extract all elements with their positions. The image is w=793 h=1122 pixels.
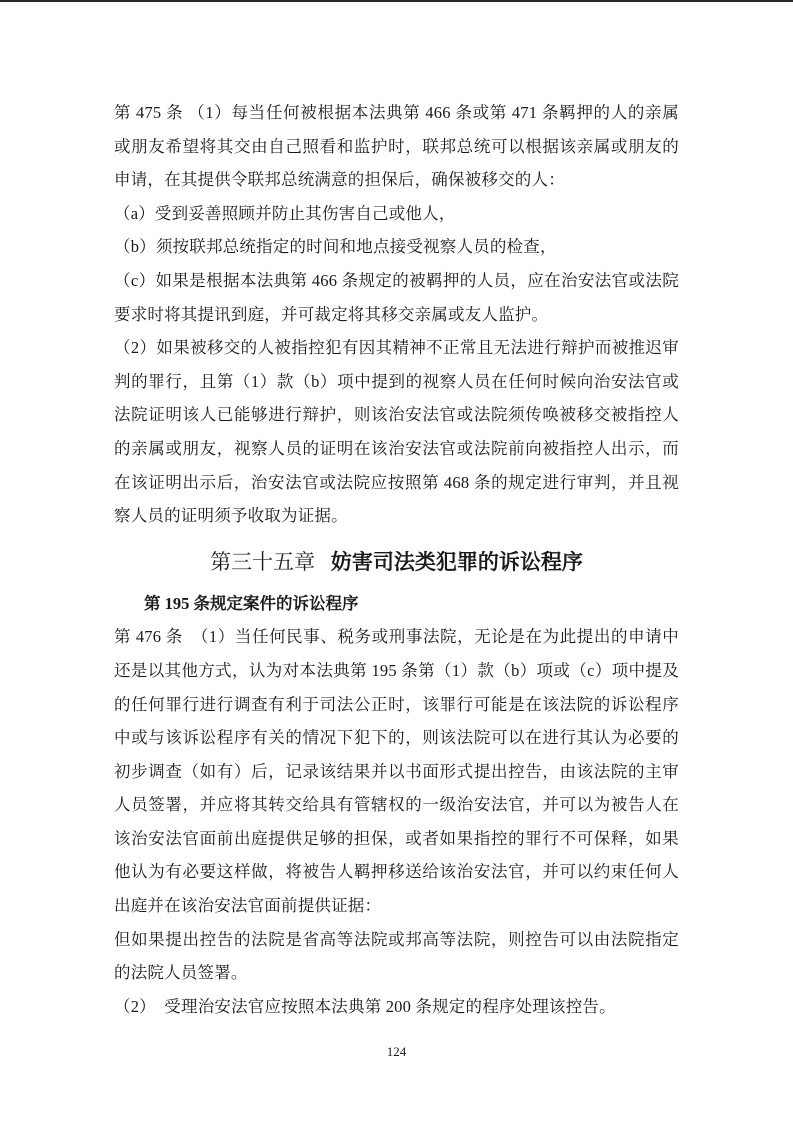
paragraph-article-476-proviso: 但如果提出控告的法院是省高等法院或邦高等法院，则控告可以由法院指定的法院人员签署。 [114, 929, 679, 983]
paragraph-clause-b: （b）须按联邦总统指定的时间和地点接受视察人员的检查， [114, 237, 557, 257]
chapter-title: 妨害司法类犯罪的诉讼程序 [330, 549, 583, 574]
page-number: 124 [386, 1044, 407, 1059]
paragraph-article-476-sub2: （2） 受理治安法官应按照本法典第 200 条规定的程序处理该控告。 [114, 996, 616, 1016]
section-subheading: 第 195 条规定案件的诉讼程序 [144, 593, 359, 613]
paragraph-article-475-sub2: （2）如果被移交的人被指控犯有因其精神不正常且无法进行辩护而被推迟审判的罪行，且第（1）款（b）项中提到的视察人员在任何时候向治安法官或法院证明该人已能够进行辩护，则该治安法官或法院须传唤被移交被指控人的亲属或朋友，视察人员的证明在该治安法官或法院前向被指控人出示，而在该证明出示后，治安法官或法院应按照第 468 条的规定进行审判，并且视察人员的证明须予收取为证据。 [114, 338, 679, 526]
paragraph-clause-a: （a）受到妥善照顾并防止其伤害自己或他人， [114, 203, 456, 223]
paragraph-article-475: 第 475 条 （1）每当任何被根据本法典第 466 条或第 471 条羁押的人的亲属或朋友希望将其交由自己照看和监护时，联邦总统可以根据该亲属或朋友的申请，在其提供令联邦总统满意的担保后，确保被移交的人： [114, 103, 679, 190]
paragraph-clause-c: （c）如果是根据本法典第 466 条规定的被羁押的人员，应在治安法官或法院要求时将其提讯到庭，并可裁定将其移交亲属或友人监护。 [114, 270, 679, 324]
chapter-number: 第三十五章 [210, 549, 316, 574]
text-column [114, 0, 679, 1023]
paragraph-article-476: 第 476 条 （1）当任何民事、税务或刑事法院，无论是在为此提出的申请中还是以其他方式，认为对本法典第 195 条第（1）款（b）项或（c）项中提及的任何罪行进行调查有利于司法公正时，该罪行可能是在该法院的诉讼程序中或与该诉讼程序有关的情况下犯下的，则该法院可以在进行其认为必要的初步调查（如有）后，记录该结果并以书面形式提出控告，由该法院的主审人员签署，并应将其转交给具有管辖权的一级治安法官，并可以为被告人在该治安法官面前出庭提供足够的担保，或者如果指控的罪行不可保释，如果他认为有必要这样做，将被告人羁押移送给该治安法官，并可以约束任何人出庭并在该治安法官面前提供证据： [114, 627, 679, 916]
chapter-heading [114, 547, 679, 577]
